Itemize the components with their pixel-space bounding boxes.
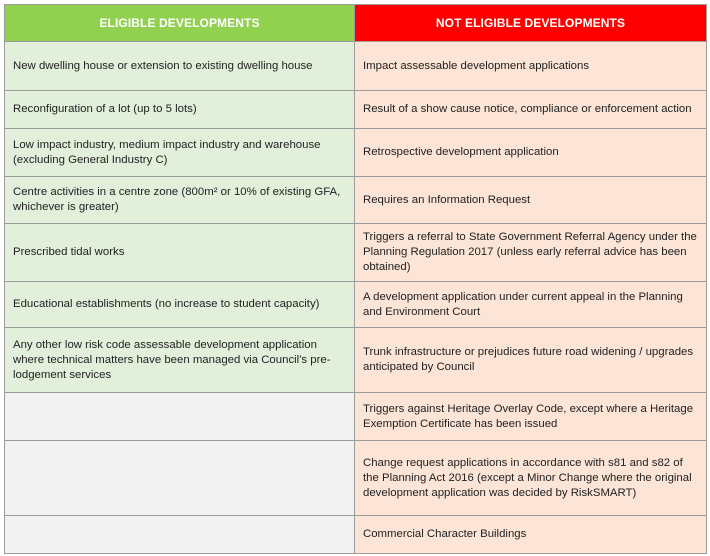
eligible-cell: New dwelling house or extension to existing dwelling house xyxy=(5,42,355,91)
table-row xyxy=(5,91,707,129)
not-eligible-cell: Trunk infrastructure or prejudices future road widening / upgrades anticipated by Council xyxy=(355,328,707,393)
table-row xyxy=(5,328,707,393)
eligibility-table xyxy=(4,4,707,554)
not-eligible-cell: Commercial Character Buildings xyxy=(355,516,707,554)
table-row xyxy=(5,42,707,91)
not-eligible-cell: Triggers against Heritage Overlay Code, except where a Heritage Exemption Certificate has been issued xyxy=(355,393,707,441)
eligible-header: ELIGIBLE DEVELOPMENTS xyxy=(5,5,355,42)
table-row xyxy=(5,282,707,328)
eligibility-table-container xyxy=(4,4,706,554)
table-row xyxy=(5,393,707,441)
not-eligible-cell: Retrospective development application xyxy=(355,129,707,177)
empty-eligible-cell xyxy=(5,393,355,441)
not-eligible-cell: Triggers a referral to State Government Referral Agency under the Planning Regulation 2017 (unless early referral advice has been obtained) xyxy=(355,224,707,282)
eligible-cell: Low impact industry, medium impact industry and warehouse (excluding General Industry C) xyxy=(5,129,355,177)
eligible-cell: Reconfiguration of a lot (up to 5 lots) xyxy=(5,91,355,129)
eligible-cell: Educational establishments (no increase to student capacity) xyxy=(5,282,355,328)
empty-eligible-cell xyxy=(5,441,355,516)
not-eligible-cell: A development application under current appeal in the Planning and Environment Court xyxy=(355,282,707,328)
table-header-row xyxy=(5,5,707,42)
not-eligible-cell: Requires an Information Request xyxy=(355,177,707,224)
not-eligible-cell: Impact assessable development applications xyxy=(355,42,707,91)
eligible-cell: Prescribed tidal works xyxy=(5,224,355,282)
table-row xyxy=(5,516,707,554)
empty-eligible-cell xyxy=(5,516,355,554)
not-eligible-header: NOT ELIGIBLE DEVELOPMENTS xyxy=(355,5,707,42)
not-eligible-cell: Change request applications in accordance with s81 and s82 of the Planning Act 2016 (except a Minor Change where the original development application was decided by RiskSMART) xyxy=(355,441,707,516)
table-row xyxy=(5,224,707,282)
table-row xyxy=(5,129,707,177)
table-row xyxy=(5,441,707,516)
table-row xyxy=(5,177,707,224)
not-eligible-cell: Result of a show cause notice, compliance or enforcement action xyxy=(355,91,707,129)
eligible-cell: Any other low risk code assessable development application where technical matters have been managed via Council's pre-lodgement services xyxy=(5,328,355,393)
eligible-cell: Centre activities in a centre zone (800m² or 10% of existing GFA, whichever is greater) xyxy=(5,177,355,224)
